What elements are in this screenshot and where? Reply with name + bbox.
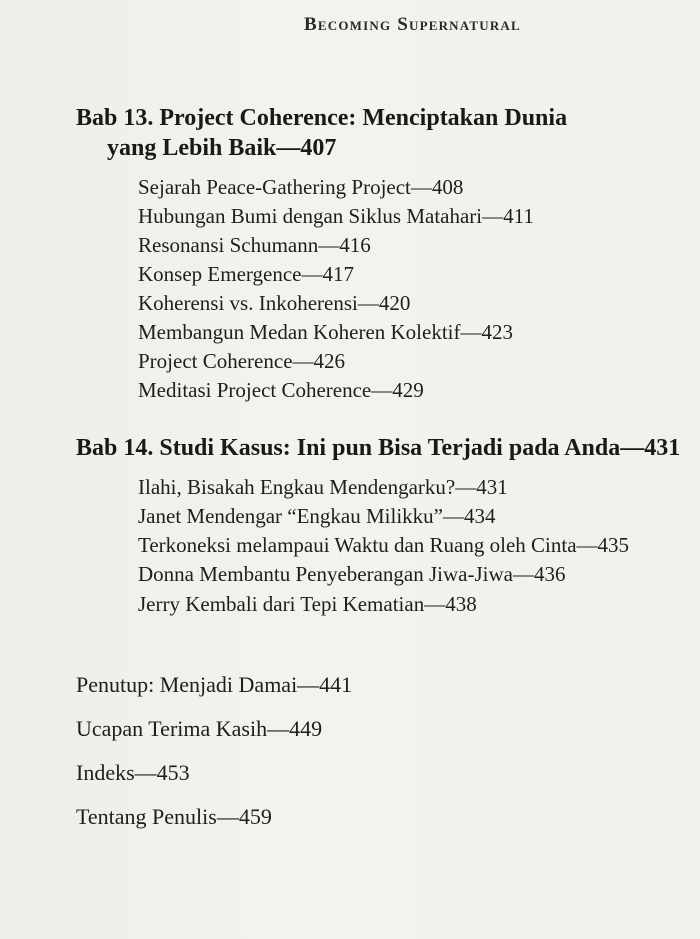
toc-entry: Janet Mendengar “Engkau Milikku”—434 <box>138 504 496 528</box>
running-header: Becoming Supernatural <box>304 14 521 35</box>
toc-entry: Jerry Kembali dari Tepi Kematian—438 <box>138 592 477 616</box>
back-matter-entry: Ucapan Terima Kasih—449 <box>76 716 323 741</box>
back-matter-entry: Penutup: Menjadi Damai—441 <box>76 672 353 697</box>
chapter-13-title-line2: yang Lebih Baik—407 <box>107 135 337 161</box>
toc-entry: Sejarah Peace-Gathering Project—408 <box>138 175 464 199</box>
toc-entry: Terkoneksi melampaui Waktu dan Ruang oleh Cinta—435 <box>138 533 630 557</box>
toc-entry: Donna Membantu Penyeberangan Jiwa-Jiwa—436 <box>138 562 566 586</box>
toc-entry: Konsep Emergence—417 <box>138 262 354 286</box>
chapter-13-title-line1: Bab 13. Project Coherence: Menciptakan Dunia <box>76 105 568 131</box>
toc-entry: Meditasi Project Coherence—429 <box>138 378 424 402</box>
back-matter-entry: Indeks—453 <box>76 760 190 785</box>
toc-entry: Resonansi Schumann—416 <box>138 233 371 257</box>
toc-entry: Koherensi vs. Inkoherensi—420 <box>138 291 411 315</box>
chapter-14-title <box>76 433 680 463</box>
toc-entry: Membangun Medan Koheren Kolektif—423 <box>138 320 513 344</box>
chapter-13-title <box>76 103 567 163</box>
back-matter-entry: Tentang Penulis—459 <box>76 804 272 829</box>
toc-entry: Hubungan Bumi dengan Siklus Matahari—411 <box>138 204 534 228</box>
chapter-14-title-line1: Bab 14. Studi Kasus: Ini pun Bisa Terjadi pada Anda—431 <box>76 435 681 461</box>
toc-entry: Ilahi, Bisakah Engkau Mendengarku?—431 <box>138 475 508 499</box>
toc-entry: Project Coherence—426 <box>138 349 346 373</box>
